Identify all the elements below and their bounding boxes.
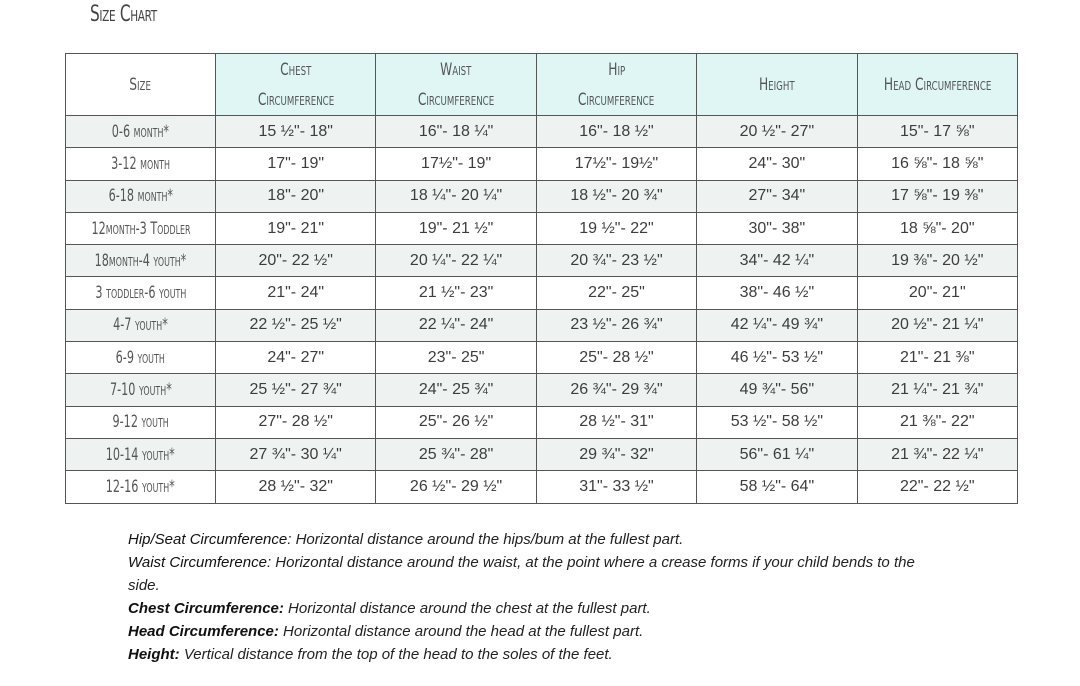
cell-size: 3 toddler-6 youth xyxy=(66,277,216,309)
table-row xyxy=(66,212,1018,244)
measurement-notes xyxy=(128,528,948,666)
cell-head: 21 ¼"- 21 ¾" xyxy=(857,374,1017,406)
cell-chest: 19"- 21" xyxy=(216,212,376,244)
size-chart-table xyxy=(65,53,1018,504)
cell-height: 34"- 42 ¼" xyxy=(697,245,857,277)
note-text: Horizontal distance around the head at the fullest part. xyxy=(278,623,644,640)
cell-hip: 17½"- 19½" xyxy=(536,148,696,180)
cell-head: 18 ⅝"- 20" xyxy=(857,212,1017,244)
cell-chest: 22 ½"- 25 ½" xyxy=(216,309,376,341)
note-line xyxy=(128,620,948,643)
cell-size: 0-6 month* xyxy=(66,116,216,148)
cell-size: 4-7 youth* xyxy=(66,309,216,341)
cell-hip: 29 ¾"- 32" xyxy=(536,438,696,470)
cell-waist: 21 ½"- 23" xyxy=(376,277,536,309)
cell-height: 20 ½"- 27" xyxy=(697,116,857,148)
note-term: Waist Circumference xyxy=(128,554,267,571)
cell-size: 6-18 month* xyxy=(66,180,216,212)
note-term: Height: xyxy=(128,646,180,663)
cell-waist: 24"- 25 ¾" xyxy=(376,374,536,406)
note-text: Horizontal distance around the chest at the fullest part. xyxy=(283,600,651,617)
cell-hip: 26 ¾"- 29 ¾" xyxy=(536,374,696,406)
table-row xyxy=(66,438,1018,470)
table-row xyxy=(66,277,1018,309)
cell-head: 21 ¾"- 22 ¼" xyxy=(857,438,1017,470)
cell-height: 42 ¼"- 49 ¾" xyxy=(697,309,857,341)
cell-waist: 23"- 25" xyxy=(376,342,536,374)
note-separator: : xyxy=(266,554,272,571)
cell-size: 3-12 month xyxy=(66,148,216,180)
cell-chest: 18"- 20" xyxy=(216,180,376,212)
note-separator: : xyxy=(287,531,292,548)
cell-head: 21"- 21 ⅜" xyxy=(857,342,1017,374)
header-hip: Hip Circumference xyxy=(536,54,696,116)
cell-height: 53 ½"- 58 ½" xyxy=(697,406,857,438)
header-waist: Waist Circumference xyxy=(376,54,536,116)
table-row xyxy=(66,374,1018,406)
cell-chest: 15 ½"- 18" xyxy=(216,116,376,148)
cell-size: 10-14 youth* xyxy=(66,438,216,470)
cell-hip: 20 ¾"- 23 ½" xyxy=(536,245,696,277)
cell-chest: 21"- 24" xyxy=(216,277,376,309)
table-row xyxy=(66,180,1018,212)
cell-waist: 19"- 21 ½" xyxy=(376,212,536,244)
cell-height: 46 ½"- 53 ½" xyxy=(697,342,857,374)
cell-height: 27"- 34" xyxy=(697,180,857,212)
cell-hip: 28 ½"- 31" xyxy=(536,406,696,438)
cell-hip: 16"- 18 ½" xyxy=(536,116,696,148)
cell-size: 9-12 youth xyxy=(66,406,216,438)
header-chest: Chest Circumference xyxy=(216,54,376,116)
cell-chest: 28 ½"- 32" xyxy=(216,471,376,503)
header-head: Head Circumference xyxy=(857,54,1017,116)
table-row xyxy=(66,148,1018,180)
note-line xyxy=(128,551,948,597)
table-row xyxy=(66,245,1018,277)
header-row xyxy=(66,54,1018,116)
note-term: Chest Circumference: xyxy=(128,600,284,617)
cell-height: 38"- 46 ½" xyxy=(697,277,857,309)
cell-hip: 23 ½"- 26 ¾" xyxy=(536,309,696,341)
cell-height: 24"- 30" xyxy=(697,148,857,180)
cell-height: 30"- 38" xyxy=(697,212,857,244)
cell-hip: 18 ½"- 20 ¾" xyxy=(536,180,696,212)
cell-head: 17 ⅝"- 19 ⅜" xyxy=(857,180,1017,212)
cell-hip: 19 ½"- 22" xyxy=(536,212,696,244)
table-row xyxy=(66,116,1018,148)
cell-height: 58 ½"- 64" xyxy=(697,471,857,503)
cell-waist: 16"- 18 ¼" xyxy=(376,116,536,148)
note-text: Vertical distance from the top of the head to the soles of the feet. xyxy=(179,646,613,663)
table-row xyxy=(66,471,1018,503)
cell-waist: 18 ¼"- 20 ¼" xyxy=(376,180,536,212)
cell-head: 20 ½"- 21 ¼" xyxy=(857,309,1017,341)
cell-head: 22"- 22 ½" xyxy=(857,471,1017,503)
note-term: Hip/Seat Circumference xyxy=(128,531,288,548)
cell-size: 6-9 youth xyxy=(66,342,216,374)
note-text: Horizontal distance around the waist, at the point where a crease forms if your child bends to the side. xyxy=(128,554,915,594)
cell-chest: 20"- 22 ½" xyxy=(216,245,376,277)
note-term: Head Circumference: xyxy=(128,623,279,640)
note-text: Horizontal distance around the hips/bum at the fullest part. xyxy=(291,531,684,548)
cell-head: 19 ⅜"- 20 ½" xyxy=(857,245,1017,277)
cell-size: 18month-4 youth* xyxy=(66,245,216,277)
header-size: Size xyxy=(66,54,216,116)
table-row xyxy=(66,309,1018,341)
cell-hip: 22"- 25" xyxy=(536,277,696,309)
cell-chest: 27"- 28 ½" xyxy=(216,406,376,438)
page-title: Size Chart xyxy=(90,2,157,27)
cell-waist: 25 ¾"- 28" xyxy=(376,438,536,470)
cell-head: 15"- 17 ⅝" xyxy=(857,116,1017,148)
cell-chest: 17"- 19" xyxy=(216,148,376,180)
note-line xyxy=(128,643,948,666)
cell-waist: 26 ½"- 29 ½" xyxy=(376,471,536,503)
cell-waist: 25"- 26 ½" xyxy=(376,406,536,438)
note-line xyxy=(128,597,948,620)
header-height: Height xyxy=(697,54,857,116)
cell-hip: 25"- 28 ½" xyxy=(536,342,696,374)
note-line xyxy=(128,528,948,551)
cell-head: 20"- 21" xyxy=(857,277,1017,309)
cell-size: 7-10 youth* xyxy=(66,374,216,406)
cell-size: 12-16 youth* xyxy=(66,471,216,503)
cell-waist: 20 ¼"- 22 ¼" xyxy=(376,245,536,277)
cell-height: 49 ¾"- 56" xyxy=(697,374,857,406)
cell-chest: 24"- 27" xyxy=(216,342,376,374)
table-row xyxy=(66,342,1018,374)
cell-height: 56"- 61 ¼" xyxy=(697,438,857,470)
table-row xyxy=(66,406,1018,438)
cell-size: 12month-3 Toddler xyxy=(66,212,216,244)
cell-head: 16 ⅝"- 18 ⅝" xyxy=(857,148,1017,180)
cell-chest: 27 ¾"- 30 ¼" xyxy=(216,438,376,470)
cell-waist: 17½"- 19" xyxy=(376,148,536,180)
cell-head: 21 ⅜"- 22" xyxy=(857,406,1017,438)
cell-waist: 22 ¼"- 24" xyxy=(376,309,536,341)
cell-hip: 31"- 33 ½" xyxy=(536,471,696,503)
cell-chest: 25 ½"- 27 ¾" xyxy=(216,374,376,406)
